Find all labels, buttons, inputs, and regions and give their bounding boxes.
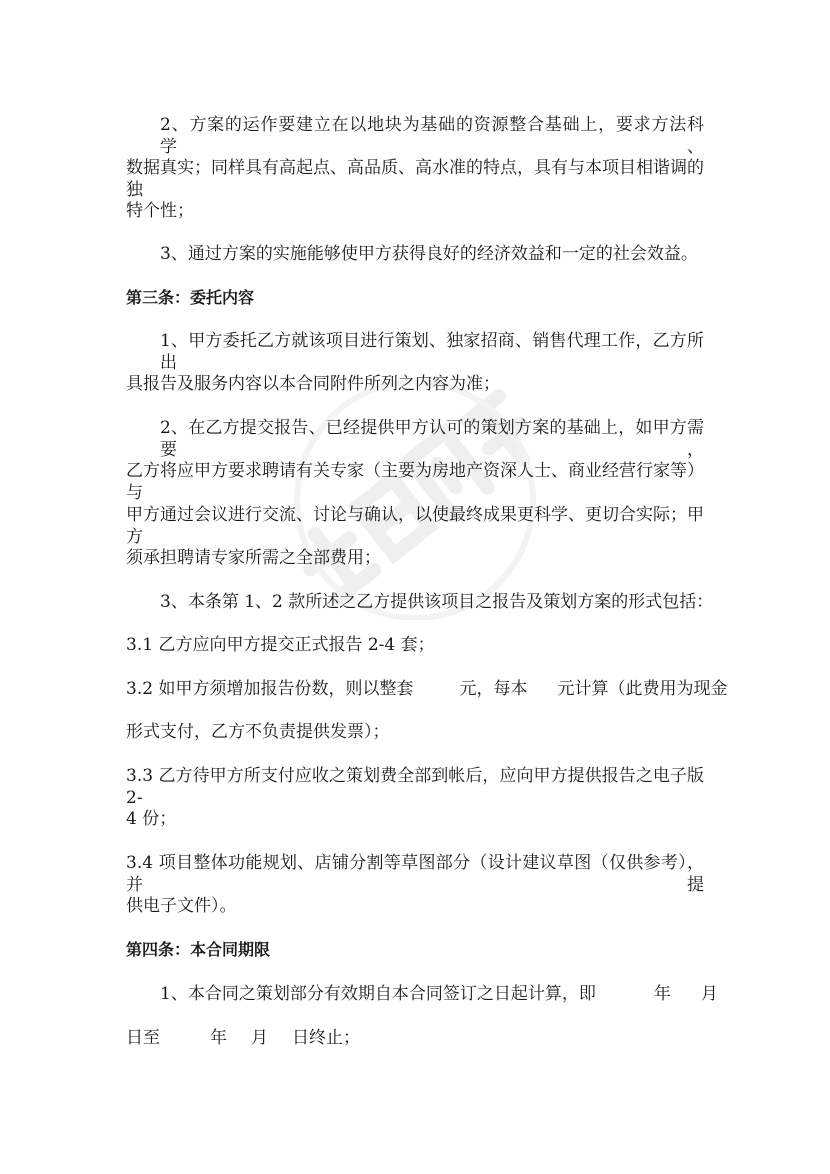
clause-4-1-day-end: 日终止； [292,1028,360,1048]
clause-4-1-year: 年 [653,984,671,1004]
clause-3-2-line-4: 须承担聘请专家所需之全部费用； [126,548,381,568]
clause-3-3: 3、本条第 1、2 款所述之乙方提供该项目之报告及策划方案的形式包括： [160,592,714,612]
clause-3-3-3-line-2: 4 份； [126,809,177,829]
clause-3-2-line-3: 甲方通过会议进行交流、讨论与确认，以使最终成果更科学、更切合实际；甲方 [126,505,704,547]
clause-3-3-1: 3.1 乙方应向甲方提交正式报告 2-4 套； [126,635,435,655]
clause-4-1-day-from: 日至 [126,1028,160,1048]
clause-2-2-line-2: 数据真实；同样具有高起点、高品质、高水准的特点，具有与本项目相谐调的独 [126,158,704,200]
clause-2-2-line-1: 2、方案的运作要建立在以地块为基础的资源整合基础上，要求方法科学、 [160,115,704,157]
clause-3-2-line-1: 2、在乙方提交报告、已经提供甲方认可的策划方案的基础上，如甲方需要， [160,418,704,460]
clause-3-3-2-part-3: 元计算（此费用为现金 [557,679,728,699]
clause-3-2-line-2: 乙方将应甲方要求聘请有关专家（主要为房地产资深人士、商业经营行家等）与 [126,461,704,503]
clause-4-1-month-to: 月 [251,1028,268,1048]
article-3-heading: 第三条：委托内容 [126,288,255,307]
clause-4-1-year-to: 年 [210,1028,227,1048]
clause-3-1-line-1: 1、甲方委托乙方就该项目进行策划、独家招商、销售代理工作，乙方所出 [160,331,704,373]
clause-3-3-4-line-1: 3.4 项目整体功能规划、店铺分割等草图部分（设计建议草图（仅供参考），并提 [126,853,704,895]
clause-4-1-month: 月 [700,984,718,1004]
clause-3-3-2-part-2: 元，每本 [459,679,528,699]
clause-4-1-line-2 [126,1027,360,1049]
clause-3-3-2-line-2: 形式支付，乙方不负责提供发票）； [126,722,390,742]
clause-2-3: 3、通过方案的实施能够使甲方获得良好的经济效益和一定的社会效益。 [160,244,698,264]
clause-2-2-line-3: 特个性； [126,201,194,221]
clause-3-3-4-line-2: 供电子文件）。 [126,896,237,916]
clause-3-1-line-2: 具报告及服务内容以本合同附件所列之内容为准； [126,374,500,394]
clause-3-3-2-part-1: 3.2 如甲方须增加报告份数，则以整套 [126,679,414,699]
clause-3-3-3-line-1: 3.3 乙方待甲方所支付应收之策划费全部到帐后，应向甲方提供报告之电子版 2- [126,766,704,808]
clause-3-3-2-line-1 [126,678,727,700]
clause-4-1-line-1 [160,983,718,1005]
article-4-heading: 第四条：本合同期限 [126,940,271,959]
clause-4-1-part-1: 1、本合同之策划部分有效期自本合同签订之日起计算，即 [160,984,596,1004]
